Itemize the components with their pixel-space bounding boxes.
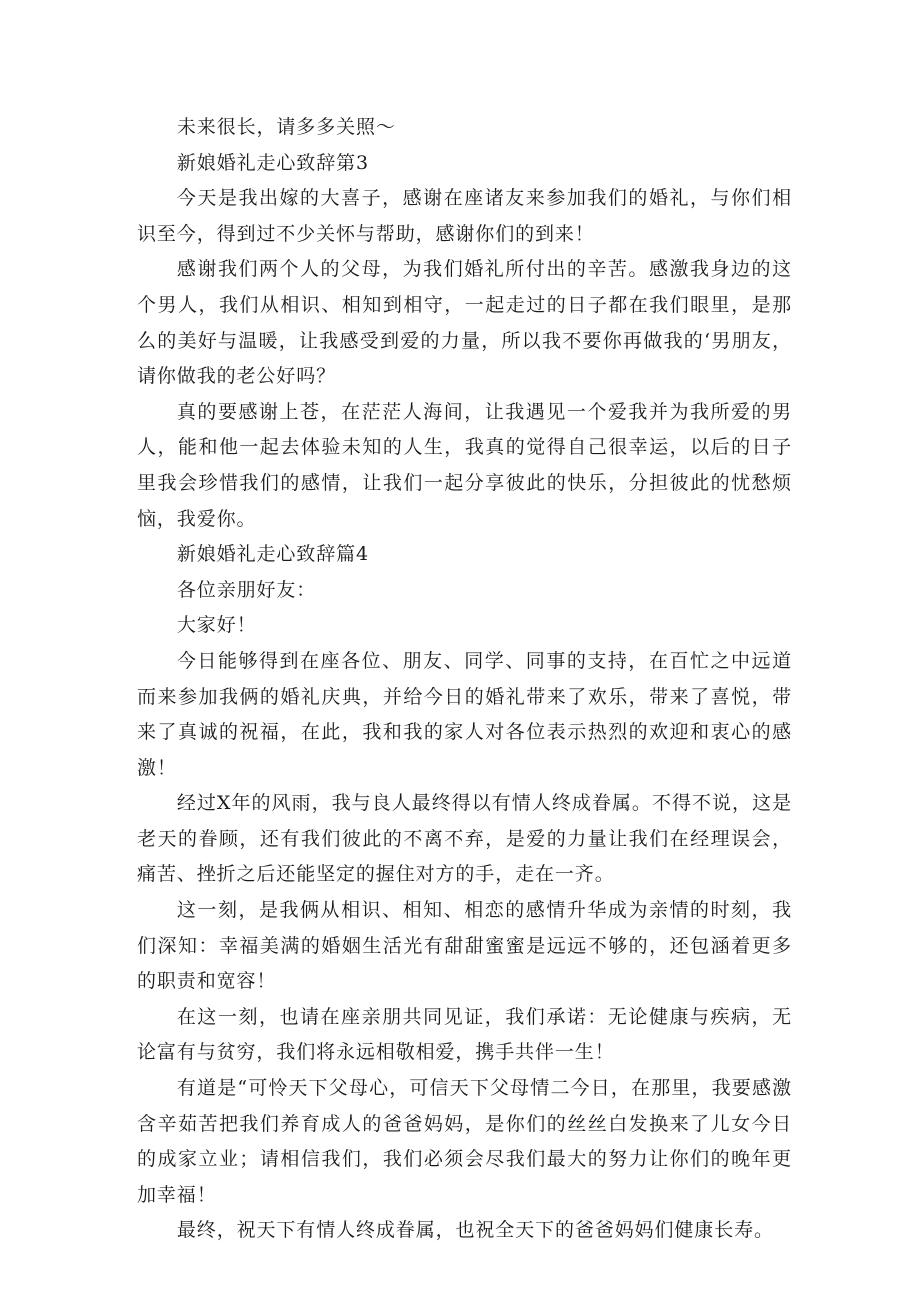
salutation: 各位亲朋好友： xyxy=(176,578,317,601)
paragraph: 这一刻，是我俩从相识、相知、相恋的感情升华成为亲情的时刻，我们深知：幸福美满的婚姻生活光有甜甜蜜蜜是远远不够的，还包涵着更多的职责和宽容！ xyxy=(137,899,792,993)
paragraph: 今日能够得到在座各位、朋友、同学、同事的支持，在百忙之中远道而来参加我俩的婚礼庆典，并给今日的婚礼带来了欢乐，带来了喜悦，带来了真诚的祝福，在此，我和我的家人对各位表示热烈的欢迎和衷心的感激！ xyxy=(137,649,792,779)
paragraph: 在这一刻，也请在座亲朋共同见证，我们承诺：无论健康与疾病，无论富有与贫穷，我们将永远相敬相爱，携手共伴一生！ xyxy=(137,1005,792,1064)
paragraph: 真的要感谢上苍，在茫茫人海间，让我遇见一个爱我并为我所爱的男人，能和他一起去体验未知的人生，我真的觉得自己很幸运，以后的日子里我会珍惜我们的感情，让我们一起分享彼此的快乐，分担彼此的忧愁烦恼，我爱你。 xyxy=(137,400,792,530)
paragraph: 有道是“可怜天下父母心，可信天下父母情二今日，在那里，我要感激含辛茹苦把我们养育成人的爸爸妈妈，是你们的丝丝白发换来了儿女今日的成家立业；请相信我们，我们必须会尽我们最大的努力让你们的晚年更加幸福！ xyxy=(137,1077,792,1206)
paragraph: 最终，祝天下有情人终成眷属，也祝全天下的爸爸妈妈们健康长寿。 xyxy=(176,1219,774,1242)
section-heading-4: 新娘婚礼走心致辞篇4 xyxy=(176,543,369,566)
paragraph: 经过X年的风雨，我与良人最终得以有情人终成眷属。不得不说，这是老天的眷顾，还有我们彼此的不离不弃，是爱的力量让我们在经理误会，痛苦、挫折之后还能坚定的握住对方的手，走在一齐。 xyxy=(137,792,792,886)
paragraph: 今天是我出嫁的大喜子，感谢在座诸友来参加我们的婚礼，与你们相识至今，得到过不少关怀与帮助，感谢你们的到来！ xyxy=(137,187,792,245)
paragraph: 感谢我们两个人的父母，为我们婚礼所付出的辛苦。感激我身边的这个男人，我们从相识、相知到相守，一起走过的日子都在我们眼里，是那么的美好与温暖，让我感受到爱的力量，所以我不要你再做我的‘男朋友，请你做我的老公好吗？ xyxy=(137,258,792,388)
section-heading-3: 新娘婚礼走心致辞第3 xyxy=(176,151,369,174)
greeting: 大家好！ xyxy=(176,614,257,637)
paragraph-closing-line: 未来很长，请多多关照～ xyxy=(176,116,396,138)
document-body xyxy=(137,110,792,1249)
